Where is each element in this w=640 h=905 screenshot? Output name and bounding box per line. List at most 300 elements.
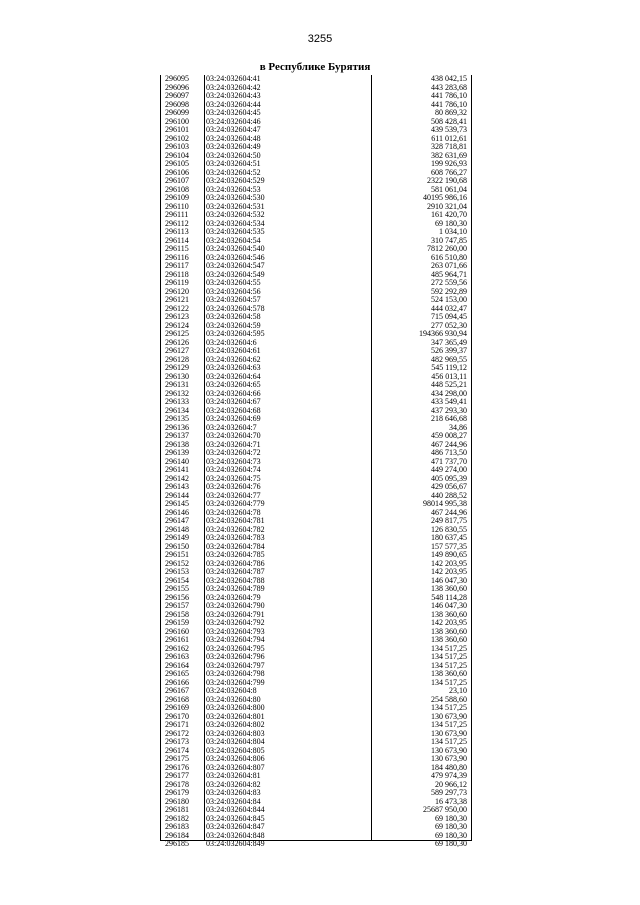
cadastral-value: 272 559,56	[431, 278, 467, 287]
cadastral-number: 03:24:032604:804	[206, 738, 265, 746]
table-row	[161, 738, 471, 747]
row-number: 296106	[165, 167, 189, 177]
table-row	[161, 696, 471, 705]
cadastral-number: 03:24:032604:51	[206, 160, 261, 168]
table-row	[161, 381, 471, 390]
table-row	[161, 415, 471, 424]
table-row	[161, 364, 471, 373]
table-row	[161, 585, 471, 594]
row-number: 296171	[165, 720, 189, 729]
row-number: 296130	[165, 371, 189, 381]
row-number: 296116	[165, 252, 189, 262]
cadastral-number: 03:24:032604:849	[206, 840, 265, 848]
cadastral-value: 194366 930,94	[419, 329, 467, 338]
table-row	[161, 126, 471, 135]
row-number: 296112	[165, 218, 189, 228]
row-number: 296115	[165, 244, 189, 253]
cadastral-number: 03:24:032604:534	[206, 219, 265, 228]
table-row	[161, 390, 471, 399]
row-number: 296143	[165, 482, 189, 491]
cadastral-number: 03:24:032604:791	[206, 610, 265, 619]
cadastral-number: 03:24:032604:50	[206, 151, 261, 160]
row-number: 296102	[165, 133, 189, 143]
cadastral-value: 439 539,73	[431, 125, 467, 134]
table-row	[161, 398, 471, 407]
cadastral-value: 146 047,30	[431, 601, 467, 610]
cadastral-number: 03:24:032604:63	[206, 364, 261, 372]
cadastral-number: 03:24:032604:62	[206, 355, 261, 364]
table-row	[161, 143, 471, 152]
cadastral-value: 134 517,25	[431, 652, 467, 661]
row-number: 296135	[165, 414, 189, 423]
table-row	[161, 509, 471, 518]
cadastral-number: 03:24:032604:72	[206, 449, 261, 457]
row-number: 296174	[165, 745, 189, 755]
cadastral-value: 592 292,89	[431, 286, 467, 296]
cadastral-number: 03:24:032604:70	[206, 432, 261, 440]
cadastral-number: 03:24:032604:797	[206, 661, 265, 670]
cadastral-value: 548 114,28	[431, 592, 467, 602]
cadastral-value: 482 969,55	[431, 354, 467, 364]
cadastral-value: 448 525,21	[431, 380, 467, 389]
row-number: 296184	[165, 830, 189, 840]
row-number: 296150	[165, 541, 189, 551]
cadastral-number: 03:24:032604:530	[206, 194, 265, 202]
row-number: 296155	[165, 584, 189, 593]
row-number: 296131	[165, 380, 189, 389]
table-row	[161, 109, 471, 118]
cadastral-number: 03:24:032604:529	[206, 177, 265, 185]
row-number: 296146	[165, 507, 189, 517]
cadastral-number: 03:24:032604:65	[206, 381, 261, 389]
row-number: 296105	[165, 159, 189, 168]
table-row	[161, 449, 471, 458]
table-row	[161, 237, 471, 246]
cadastral-number: 03:24:032604:595	[206, 330, 265, 338]
cadastral-number: 03:24:032604:792	[206, 619, 265, 627]
row-number: 296132	[165, 388, 189, 398]
table-row	[161, 806, 471, 815]
table-row	[161, 211, 471, 220]
cadastral-value: 508 428,41	[431, 116, 467, 126]
table-row	[161, 194, 471, 203]
row-number: 296163	[165, 652, 189, 661]
cadastral-number: 03:24:032604:807	[206, 763, 265, 772]
cadastral-value: 249 817,75	[431, 516, 467, 525]
cadastral-value: 441 786,10	[431, 91, 467, 100]
cadastral-number: 03:24:032604:48	[206, 134, 261, 143]
table-row	[161, 169, 471, 178]
cadastral-value: 134 517,25	[431, 737, 467, 746]
cadastral-value: 23,10	[449, 686, 467, 695]
table-row	[161, 551, 471, 560]
row-number: 296111	[165, 210, 189, 219]
row-number: 296101	[165, 125, 189, 134]
cadastral-number: 03:24:032604:68	[206, 406, 261, 415]
row-number: 296166	[165, 677, 189, 687]
cadastral-number: 03:24:032604:540	[206, 245, 265, 253]
cadastral-value: 69 180,30	[435, 839, 467, 848]
row-number: 296121	[165, 295, 189, 304]
table-row	[161, 645, 471, 654]
cadastral-number: 03:24:032604:55	[206, 279, 261, 287]
table-row	[161, 577, 471, 586]
cadastral-value: 138 360,60	[431, 609, 467, 619]
row-number: 296129	[165, 363, 189, 372]
cadastral-number: 03:24:032604:848	[206, 831, 265, 840]
table-row	[161, 526, 471, 535]
row-number: 296144	[165, 490, 189, 500]
cadastral-value: 142 203,95	[431, 558, 467, 568]
row-number: 296109	[165, 193, 189, 202]
cadastral-number: 03:24:032604:786	[206, 559, 265, 568]
cadastral-number: 03:24:032604:66	[206, 389, 261, 398]
table-row	[161, 594, 471, 603]
cadastral-number: 03:24:032604:54	[206, 236, 261, 245]
row-number: 296113	[165, 227, 189, 236]
row-number: 296123	[165, 312, 189, 321]
cadastral-number: 03:24:032604:71	[206, 440, 261, 449]
cadastral-value: 608 766,27	[431, 167, 467, 177]
cadastral-value: 69 180,30	[435, 830, 467, 840]
table-row	[161, 781, 471, 790]
row-number: 296156	[165, 592, 189, 602]
cadastral-value: 449 274,00	[431, 465, 467, 474]
cadastral-value: 382 631,69	[431, 150, 467, 160]
cadastral-number: 03:24:032604:783	[206, 534, 265, 542]
cadastral-number: 03:24:032604:787	[206, 568, 265, 576]
cadastral-value: 438 042,15	[431, 74, 467, 83]
cadastral-value: 611 012,61	[431, 133, 467, 143]
cadastral-value: 130 673,90	[431, 745, 467, 755]
row-number: 296127	[165, 346, 189, 355]
cadastral-value: 134 517,25	[431, 677, 467, 687]
table-row	[161, 254, 471, 263]
page-number: 3255	[307, 33, 333, 45]
cadastral-value: 524 153,00	[431, 295, 467, 304]
cadastral-value: 134 517,25	[431, 660, 467, 670]
cadastral-number: 03:24:032604:57	[206, 296, 261, 304]
table-row	[161, 789, 471, 798]
table-row	[161, 424, 471, 433]
row-number: 296137	[165, 431, 189, 440]
cadastral-number: 03:24:032604:784	[206, 542, 265, 551]
cadastral-number: 03:24:032604:43	[206, 92, 261, 100]
table-row	[161, 653, 471, 662]
row-number: 296119	[165, 278, 189, 287]
cadastral-number: 03:24:032604:535	[206, 228, 265, 236]
cadastral-number: 03:24:032604:578	[206, 304, 265, 313]
table-row	[161, 339, 471, 348]
cadastral-number: 03:24:032604:83	[206, 789, 261, 797]
cadastral-number: 03:24:032604:44	[206, 100, 261, 109]
table-row	[161, 203, 471, 212]
table-row	[161, 288, 471, 297]
cadastral-number: 03:24:032604:795	[206, 644, 265, 653]
cadastral-value: 1 034,10	[439, 227, 467, 236]
cadastral-number: 03:24:032604:779	[206, 500, 265, 508]
table-row	[161, 305, 471, 314]
row-number: 296140	[165, 456, 189, 466]
row-number: 296096	[165, 82, 189, 92]
table-row	[161, 347, 471, 356]
table-row	[161, 670, 471, 679]
table-row	[161, 262, 471, 271]
table-row	[161, 611, 471, 620]
cadastral-number: 03:24:032604:547	[206, 262, 265, 270]
table-row	[161, 500, 471, 509]
table-row	[161, 687, 471, 696]
cadastral-number: 03:24:032604:41	[206, 75, 261, 83]
cadastral-number: 03:24:032604:52	[206, 168, 261, 177]
cadastral-number: 03:24:032604:42	[206, 83, 261, 92]
cadastral-number: 03:24:032604:46	[206, 117, 261, 126]
cadastral-number: 03:24:032604:803	[206, 729, 265, 738]
row-number: 296141	[165, 465, 189, 474]
row-number: 296128	[165, 354, 189, 364]
table-row	[161, 135, 471, 144]
cadastral-value: 589 297,73	[431, 788, 467, 797]
cadastral-value: 2322 190,68	[427, 176, 467, 185]
cadastral-value: 134 517,25	[431, 720, 467, 729]
table-row	[161, 832, 471, 841]
cadastral-value: 184 480,80	[431, 762, 467, 772]
row-number: 296176	[165, 762, 189, 772]
cadastral-value: 263 071,66	[431, 261, 467, 270]
row-number: 296154	[165, 575, 189, 585]
cadastral-value: 471 737,70	[431, 456, 467, 466]
table-row	[161, 517, 471, 526]
cadastral-number: 03:24:032604:49	[206, 143, 261, 151]
row-number: 296118	[165, 269, 189, 279]
cadastral-value: 134 517,25	[431, 643, 467, 653]
cadastral-value: 581 061,04	[431, 184, 467, 194]
cadastral-value: 138 360,60	[431, 584, 467, 593]
cadastral-value: 138 360,60	[431, 635, 467, 644]
row-number: 296103	[165, 142, 189, 151]
row-number: 296120	[165, 286, 189, 296]
cadastral-number: 03:24:032604:794	[206, 636, 265, 644]
table-row	[161, 747, 471, 756]
table-row	[161, 602, 471, 611]
cadastral-number: 03:24:032604:79	[206, 593, 261, 602]
row-number: 296175	[165, 754, 189, 763]
cadastral-value: 441 786,10	[431, 99, 467, 109]
table-row	[161, 373, 471, 382]
table-row	[161, 441, 471, 450]
cadastral-value: 467 244,96	[431, 439, 467, 449]
table-row	[161, 764, 471, 773]
cadastral-value: 405 095,39	[431, 473, 467, 483]
row-number: 296148	[165, 524, 189, 534]
row-number: 296182	[165, 813, 189, 823]
table-row	[161, 730, 471, 739]
table-row	[161, 823, 471, 832]
table-row	[161, 101, 471, 110]
table-row	[161, 772, 471, 781]
table-row	[161, 840, 471, 849]
cadastral-number: 03:24:032604:69	[206, 415, 261, 423]
cadastral-number: 03:24:032604:77	[206, 491, 261, 500]
row-number: 296158	[165, 609, 189, 619]
cadastral-number: 03:24:032604:845	[206, 814, 265, 823]
cadastral-value: 218 646,68	[431, 414, 467, 423]
cadastral-number: 03:24:032604:531	[206, 202, 265, 211]
row-number: 296122	[165, 303, 189, 313]
cadastral-value: 2910 321,04	[427, 201, 467, 211]
row-number: 296108	[165, 184, 189, 194]
row-number: 296139	[165, 448, 189, 457]
cadastral-value: 134 517,25	[431, 703, 467, 712]
row-number: 296107	[165, 176, 189, 185]
row-number: 296181	[165, 805, 189, 814]
cadastral-number: 03:24:032604:805	[206, 746, 265, 755]
cadastral-value: 459 008,27	[431, 431, 467, 440]
row-number: 296178	[165, 779, 189, 789]
table-row	[161, 177, 471, 186]
cadastral-value: 149 890,65	[431, 550, 467, 559]
table-row	[161, 75, 471, 84]
cadastral-value: 69 180,30	[435, 822, 467, 831]
cadastral-value: 443 283,68	[431, 82, 467, 92]
table-row	[161, 407, 471, 416]
cadastral-number: 03:24:032604:8	[206, 687, 257, 695]
cadastral-number: 03:24:032604:45	[206, 109, 261, 117]
table-row	[161, 721, 471, 730]
row-number: 296110	[165, 201, 189, 211]
cadastral-value: 526 399,37	[431, 346, 467, 355]
row-number: 296149	[165, 533, 189, 542]
cadastral-value: 199 926,93	[431, 159, 467, 168]
table-row	[161, 619, 471, 628]
cadastral-number: 03:24:032604:796	[206, 653, 265, 661]
cadastral-number: 03:24:032604:782	[206, 525, 265, 534]
cadastral-number: 03:24:032604:73	[206, 457, 261, 466]
row-number: 296142	[165, 473, 189, 483]
row-number: 296097	[165, 91, 189, 100]
row-number: 296153	[165, 567, 189, 576]
cadastral-number: 03:24:032604:61	[206, 347, 261, 355]
row-number: 296095	[165, 74, 189, 83]
table-row	[161, 118, 471, 127]
cadastral-value: 310 747,85	[431, 235, 467, 245]
cadastral-number: 03:24:032604:74	[206, 466, 261, 474]
cadastral-value: 69 180,30	[435, 218, 467, 228]
table-row	[161, 815, 471, 824]
table-row	[161, 330, 471, 339]
row-number: 296160	[165, 626, 189, 636]
table-row	[161, 92, 471, 101]
table-row	[161, 228, 471, 237]
page-title: в Республике Бурятия	[259, 61, 371, 73]
row-number: 296134	[165, 405, 189, 415]
cadastral-value: 16 473,38	[435, 796, 467, 806]
table-row	[161, 313, 471, 322]
cadastral-number: 03:24:032604:788	[206, 576, 265, 585]
table-row	[161, 432, 471, 441]
cadastral-value: 180 637,45	[431, 533, 467, 542]
row-number: 296114	[165, 235, 189, 245]
row-number: 296170	[165, 711, 189, 721]
cadastral-number: 03:24:032604:532	[206, 211, 265, 219]
cadastral-value: 486 713,50	[431, 448, 467, 457]
row-number: 296162	[165, 643, 189, 653]
cadastral-value: 437 293,30	[431, 405, 467, 415]
row-number: 296173	[165, 737, 189, 746]
table-row	[161, 483, 471, 492]
cadastral-value: 126 830,55	[431, 524, 467, 534]
row-number: 296165	[165, 669, 189, 678]
cadastral-value: 616 510,80	[431, 252, 467, 262]
row-number: 296147	[165, 516, 189, 525]
cadastral-number: 03:24:032604:78	[206, 508, 261, 517]
table-row	[161, 356, 471, 365]
row-number: 296169	[165, 703, 189, 712]
cadastral-number: 03:24:032604:67	[206, 398, 261, 406]
cadastral-number: 03:24:032604:84	[206, 797, 261, 806]
row-number: 296168	[165, 694, 189, 704]
row-number: 296125	[165, 329, 189, 338]
table-row	[161, 568, 471, 577]
row-number: 296180	[165, 796, 189, 806]
row-number: 296100	[165, 116, 189, 126]
cadastral-value: 277 052,30	[431, 320, 467, 330]
cadastral-value: 138 360,60	[431, 669, 467, 678]
row-number: 296157	[165, 601, 189, 610]
cadastral-number: 03:24:032604:799	[206, 678, 265, 687]
cadastral-number: 03:24:032604:798	[206, 670, 265, 678]
cadastral-value: 440 288,52	[431, 490, 467, 500]
cadastral-value: 20 966,12	[435, 779, 467, 789]
cadastral-value: 69 180,30	[435, 813, 467, 823]
cadastral-value: 34,86	[449, 422, 467, 432]
cadastral-value: 142 203,95	[431, 618, 467, 627]
table-row	[161, 152, 471, 161]
cadastral-number: 03:24:032604:546	[206, 253, 265, 262]
cadastral-number: 03:24:032604:802	[206, 721, 265, 729]
table-row	[161, 458, 471, 467]
cadastral-value: 138 360,60	[431, 626, 467, 636]
cadastral-number: 03:24:032604:59	[206, 321, 261, 330]
row-number: 296172	[165, 728, 189, 738]
table-row	[161, 84, 471, 93]
cadastral-number: 03:24:032604:58	[206, 313, 261, 321]
table-row	[161, 296, 471, 305]
cadastral-number: 03:24:032604:790	[206, 602, 265, 610]
cadastral-number: 03:24:032604:785	[206, 551, 265, 559]
cadastral-value: 254 588,60	[431, 694, 467, 704]
table-row	[161, 279, 471, 288]
cadastral-number: 03:24:032604:56	[206, 287, 261, 296]
cadastral-number: 03:24:032604:82	[206, 780, 261, 789]
row-number: 296124	[165, 320, 189, 330]
table-row	[161, 679, 471, 688]
cadastral-value: 479 974,39	[431, 771, 467, 780]
row-number: 296167	[165, 686, 189, 695]
cadastral-value: 434 298,00	[431, 388, 467, 398]
cadastral-value: 142 203,95	[431, 567, 467, 576]
cadastral-number: 03:24:032604:549	[206, 270, 265, 279]
row-number: 296098	[165, 99, 189, 109]
cadastral-value: 467 244,96	[431, 507, 467, 517]
cadastral-value: 40195 986,16	[423, 193, 467, 202]
table-row	[161, 628, 471, 637]
cadastral-value: 347 365,49	[431, 337, 467, 347]
cadastral-number: 03:24:032604:47	[206, 126, 261, 134]
cadastral-value: 25687 950,00	[423, 805, 467, 814]
cadastral-number: 03:24:032604:6	[206, 338, 257, 347]
cadastral-number: 03:24:032604:81	[206, 772, 261, 780]
